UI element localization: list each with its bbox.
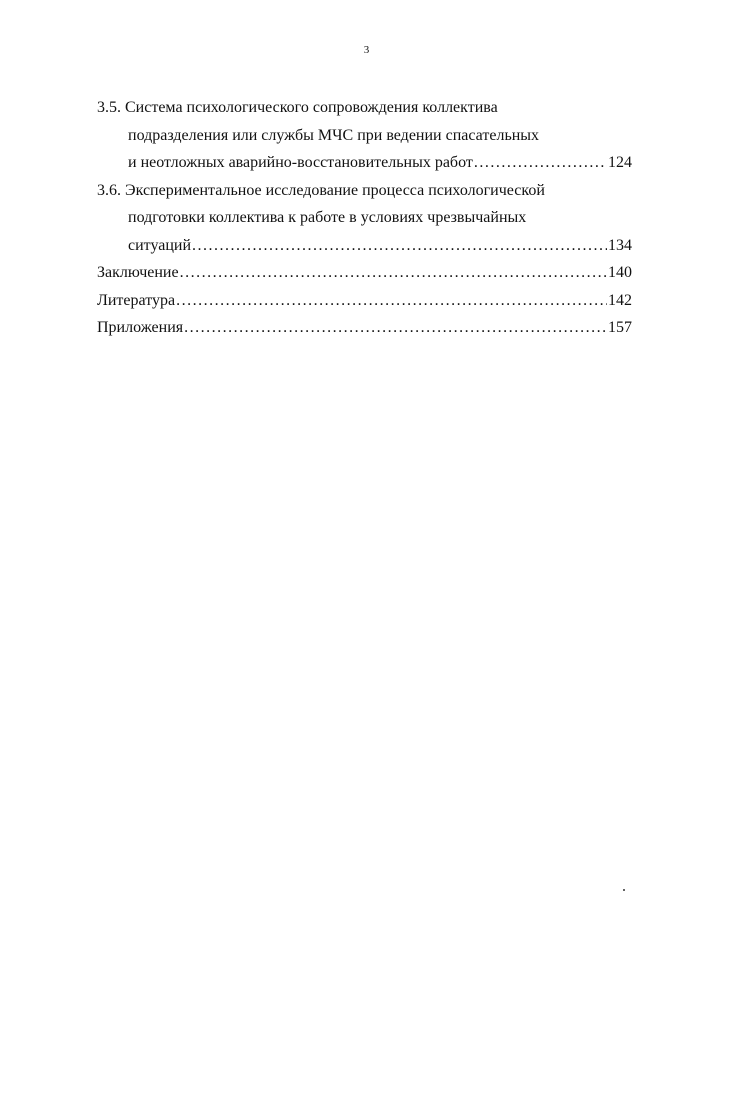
dot-leader xyxy=(192,232,607,260)
toc-entry-literature-page: 142 xyxy=(608,291,632,309)
toc-entry-3-5-line-3 xyxy=(97,149,632,177)
dot-leader xyxy=(474,149,607,177)
table-of-contents xyxy=(97,94,632,342)
toc-entry-3-6-line-2: подготовки коллектива к работе в условиях чрезвычайных xyxy=(128,209,527,226)
toc-entry-conclusion-page: 140 xyxy=(608,264,632,281)
dot-leader xyxy=(180,259,607,287)
toc-entry-3-6-title-line-3: ситуаций xyxy=(128,236,192,254)
toc-entry-3-6-number: 3.6. xyxy=(97,181,121,199)
toc-entry-3-6-line-3 xyxy=(97,232,632,260)
toc-entry-3-5 xyxy=(97,94,632,177)
dot-leader xyxy=(176,287,607,315)
page-number: 3 xyxy=(363,44,370,56)
toc-entry-appendices xyxy=(97,314,632,342)
dot-leader xyxy=(184,314,607,342)
toc-entry-3-6-page: 134 xyxy=(608,236,632,254)
toc-entry-conclusion-title: Заключение xyxy=(97,264,179,281)
toc-entry-3-6-line-1 xyxy=(97,177,632,205)
toc-entry-conclusion xyxy=(97,259,632,287)
toc-entry-appendices-title: Приложения xyxy=(97,319,184,336)
toc-entry-3-6 xyxy=(97,177,632,260)
toc-entry-3-5-title-line-3: и неотложных аварийно-восстановительных работ xyxy=(128,154,473,171)
toc-entry-3-5-number: 3.5. xyxy=(97,99,121,116)
toc-entry-3-5-line-1 xyxy=(97,94,632,122)
toc-entry-literature-title: Литература xyxy=(97,291,176,309)
toc-entry-3-5-title-line-1: Система психологического сопровождения коллектива xyxy=(125,99,498,116)
toc-entry-literature xyxy=(97,287,632,315)
toc-entry-3-5-line-2: подразделения или службы МЧС при ведении спасательных xyxy=(128,126,540,144)
toc-entry-appendices-page: 157 xyxy=(608,319,632,336)
toc-entry-3-5-page: 124 xyxy=(608,154,632,171)
toc-entry-3-6-title-line-1: Экспериментальное исследование процесса психологической xyxy=(125,181,545,199)
scan-speck xyxy=(623,889,625,891)
